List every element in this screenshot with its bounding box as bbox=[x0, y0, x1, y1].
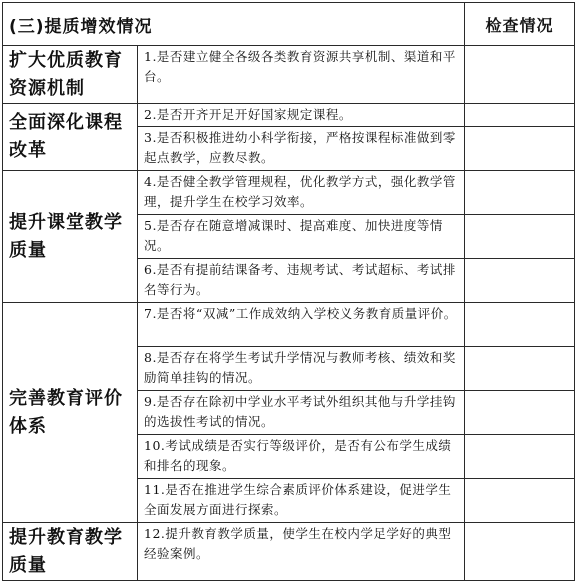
check-result-cell[interactable] bbox=[465, 171, 575, 215]
category-label: 完善教育评价体系 bbox=[3, 303, 138, 523]
check-item: 9.是否存在除初中学业水平考试外组织其他与升学挂钩的选拔性考试的情况。 bbox=[138, 391, 465, 435]
check-result-cell[interactable] bbox=[465, 215, 575, 259]
table-row bbox=[3, 104, 575, 127]
check-column-header: 检查情况 bbox=[465, 3, 575, 46]
header-row bbox=[3, 3, 575, 46]
table-row bbox=[3, 303, 575, 347]
category-label: 全面深化课程改革 bbox=[3, 104, 138, 171]
check-result-cell[interactable] bbox=[465, 127, 575, 171]
table-row bbox=[3, 171, 575, 215]
check-item: 3.是否积极推进幼小科学衔接，严格按课程标准做到零起点教学，应教尽教。 bbox=[138, 127, 465, 171]
check-item: 10.考试成绩是否实行等级评价，是否有公布学生成绩和排名的现象。 bbox=[138, 435, 465, 479]
check-item: 1.是否建立健全各级各类教育资源共享机制、渠道和平台。 bbox=[138, 46, 465, 104]
check-item: 4.是否健全教学管理规程，优化教学方式，强化教学管理，提升学生在校学习效率。 bbox=[138, 171, 465, 215]
check-result-cell[interactable] bbox=[465, 391, 575, 435]
check-result-cell[interactable] bbox=[465, 347, 575, 391]
category-label: 提升课堂教学质量 bbox=[3, 171, 138, 303]
check-result-cell[interactable] bbox=[465, 46, 575, 104]
check-item: 12.提升教育教学质量，使学生在校内学足学好的典型经验案例。 bbox=[138, 523, 465, 581]
category-label: 提升教育教学质量 bbox=[3, 523, 138, 581]
category-label: 扩大优质教育资源机制 bbox=[3, 46, 138, 104]
check-result-cell[interactable] bbox=[465, 479, 575, 523]
inspection-table bbox=[2, 2, 575, 581]
table-row bbox=[3, 46, 575, 104]
check-item: 5.是否存在随意增减课时、提高难度、加快进度等情况。 bbox=[138, 215, 465, 259]
check-item: 11.是否在推进学生综合素质评价体系建设，促进学生全面发展方面进行探索。 bbox=[138, 479, 465, 523]
check-item: 8.是否存在将学生考试升学情况与教师考核、绩效和奖励简单挂钩的情况。 bbox=[138, 347, 465, 391]
check-result-cell[interactable] bbox=[465, 523, 575, 581]
check-result-cell[interactable] bbox=[465, 303, 575, 347]
check-result-cell[interactable] bbox=[465, 259, 575, 303]
section-title: (三)提质增效情况 bbox=[3, 3, 465, 46]
check-item: 7.是否将“双减”工作成效纳入学校义务教育质量评价。 bbox=[138, 303, 465, 347]
check-result-cell[interactable] bbox=[465, 104, 575, 127]
check-item: 6.是否有提前结课备考、违规考试、考试超标、考试排名等行为。 bbox=[138, 259, 465, 303]
table-row bbox=[3, 523, 575, 581]
check-item: 2.是否开齐开足开好国家规定课程。 bbox=[138, 104, 465, 127]
check-result-cell[interactable] bbox=[465, 435, 575, 479]
